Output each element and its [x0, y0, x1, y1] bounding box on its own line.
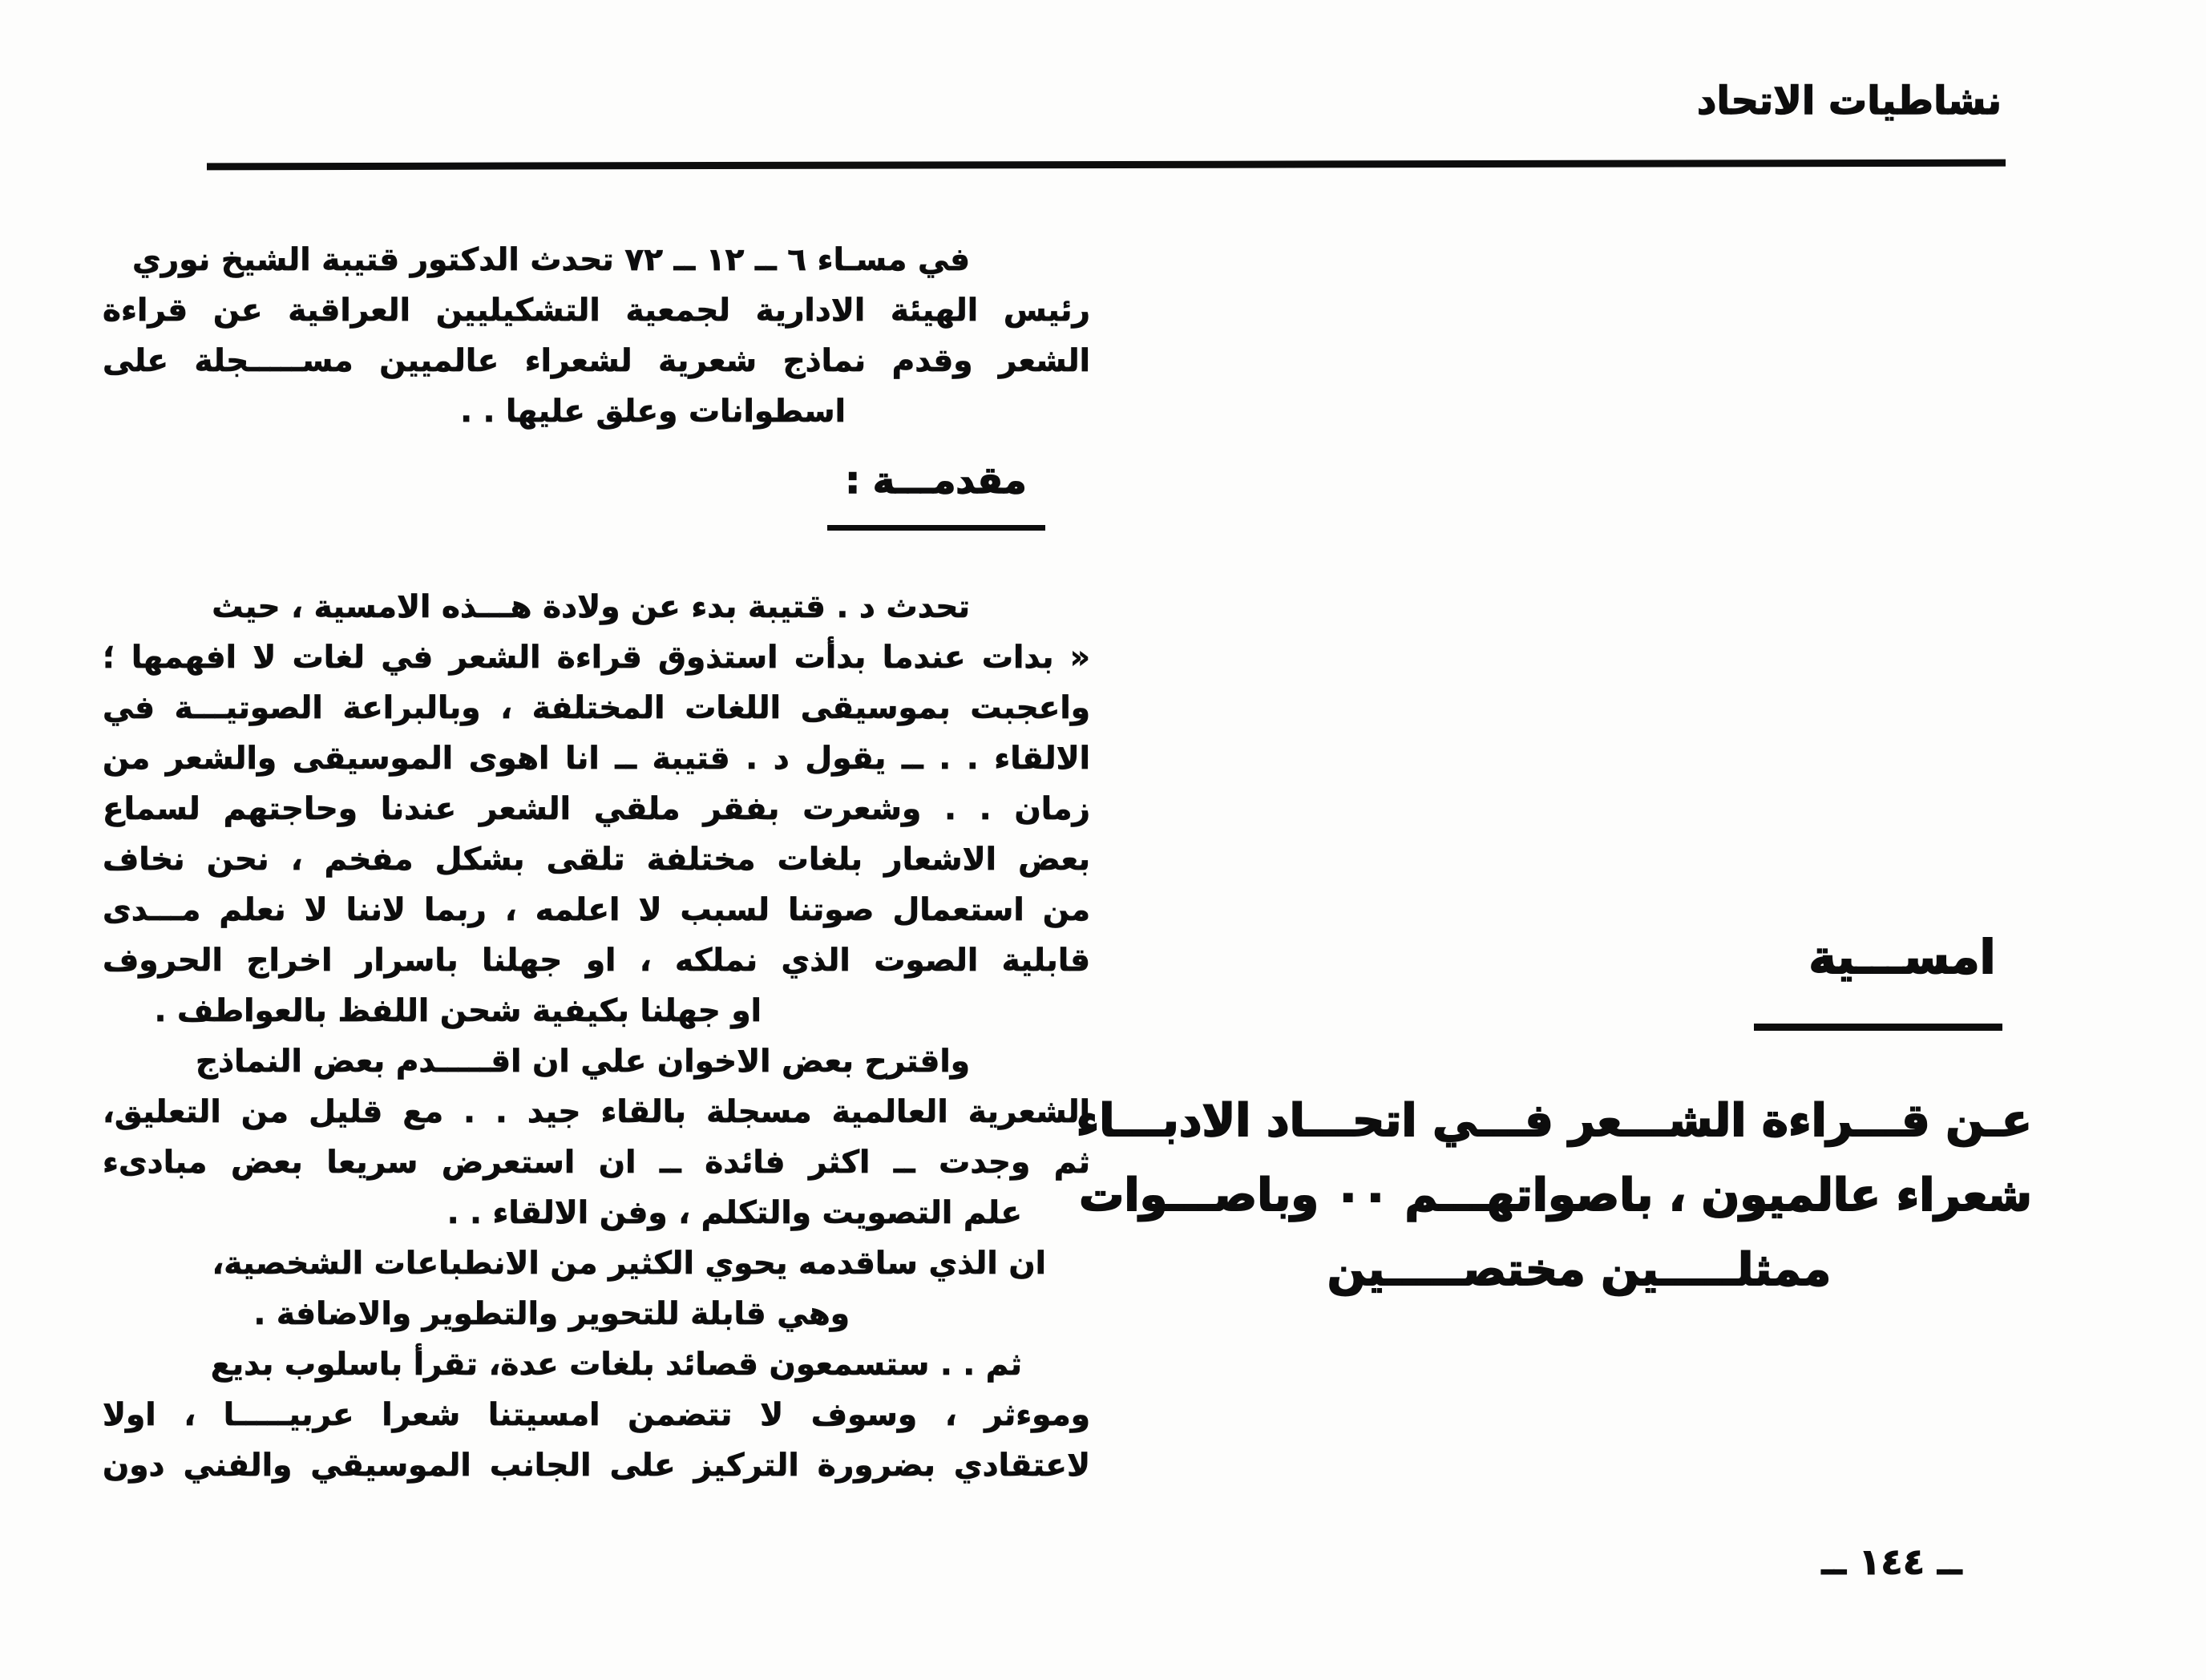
- intro-paragraph: [103, 235, 1090, 437]
- title-line: شعراء عالميون ، باصواتهـــم ٠٠ وباصـــوات: [1079, 1169, 2032, 1222]
- body-line: لاعتقادي بضرورة التركيز على الجانب الموسيقي والفني دون: [103, 1448, 1090, 1484]
- title-line: عـن قـــراءة الشـــعر فـــي اتحـــاد الادبـــاء: [1076, 1095, 2032, 1147]
- body-line: اسطوانات وعلق عليها . .: [460, 394, 846, 430]
- body-line: الشعر وقدم نماذج شعرية لشعراء عالميين مســـــجلة على: [103, 343, 1090, 379]
- body-line: رئيس الهيئة الادارية لجمعية التشكيليين العراقية عن قراءة: [103, 293, 1090, 329]
- body-line: واقترح بعض الاخوان علي ان اقـــــدم بعض النماذج: [195, 1044, 970, 1080]
- body-line: زمان . . وشعرت بفقر ملقي الشعر عندنا وحاجتهم لسماع: [103, 791, 1090, 827]
- main-text-block: [103, 582, 1090, 1491]
- body-line: في مسـاء ٦ ــ ١٢ ــ ٧٢ تحدث الدكتور قتيبة الشيخ نوري: [132, 242, 970, 278]
- body-line: الشعرية العالمية مسجلة بالقاء جيد . . مع قليل من التعليق،: [103, 1094, 1090, 1130]
- body-line: وهي قابلة للتحوير والتطوير والاضافة .: [253, 1296, 850, 1332]
- section-heading-muqaddima: مقدمـــة :: [845, 458, 1027, 502]
- body-line: ثم . . ستسمعون قصائد بلغات عدة، تقرأ باسلوب بديع: [210, 1347, 1022, 1383]
- body-line: او جهلنا بكيفية شحن اللفظ بالعواطف .: [154, 993, 762, 1029]
- evening-heading-underline: [1754, 1024, 2002, 1031]
- body-line: ان الذي ساقدمه يحوي الكثير من الانطباعات الشخصية،: [212, 1246, 1046, 1282]
- evening-heading: امســـية: [1808, 930, 1996, 984]
- body-line: من استعمال صوتنا لسبب لا اعلمه ، ربما لاننا لا نعلم مـــدى: [103, 892, 1090, 928]
- body-line: قابلية الصوت الذي نملكه ، او جهلنا باسرار اخراج الحروف: [103, 943, 1090, 979]
- body-line: واعجبت بموسيقى اللغات المختلفة ، وبالبراعة الصوتيـــة في: [103, 690, 1090, 726]
- lecture-title-block: [1076, 1084, 2032, 1307]
- body-line: الالقاء . . ــ يقول د . قتيبة ــ انا اهوى الموسيقى والشعر من: [103, 741, 1090, 777]
- body-line: علم التصويت والتكلم ، وفن الالقاء . .: [446, 1195, 1022, 1231]
- body-line: تحدث د . قتيبة بدء عن ولادة هـــذه الامسية ، حيث: [212, 589, 970, 625]
- body-line: وموءثر ، وسوف لا تتضمن امسيتنا شعرا عربيـــــا ، اولا: [103, 1397, 1090, 1433]
- body-line: « بدات عندما بدأت استذوق قراءة الشعر في لغات لا افهمها ؛: [103, 640, 1090, 676]
- title-line: ممثلـــــين مختصـــــين: [1327, 1244, 1832, 1296]
- union-activities-header: نشاطيات الاتحاد: [1696, 79, 2002, 123]
- section-heading-underline: [827, 525, 1045, 531]
- body-line: ثم وجدت ــ اكثر فائدة ــ ان استعرض سريعا بعض مبادىء: [103, 1145, 1090, 1181]
- body-line: بعض الاشعار بلغات مختلفة تلقى بشكل مفخم ، نحن نخاف: [103, 842, 1090, 878]
- page-number: ــ ١٤٤ ــ: [1821, 1541, 1962, 1583]
- header-rule: [207, 160, 2006, 171]
